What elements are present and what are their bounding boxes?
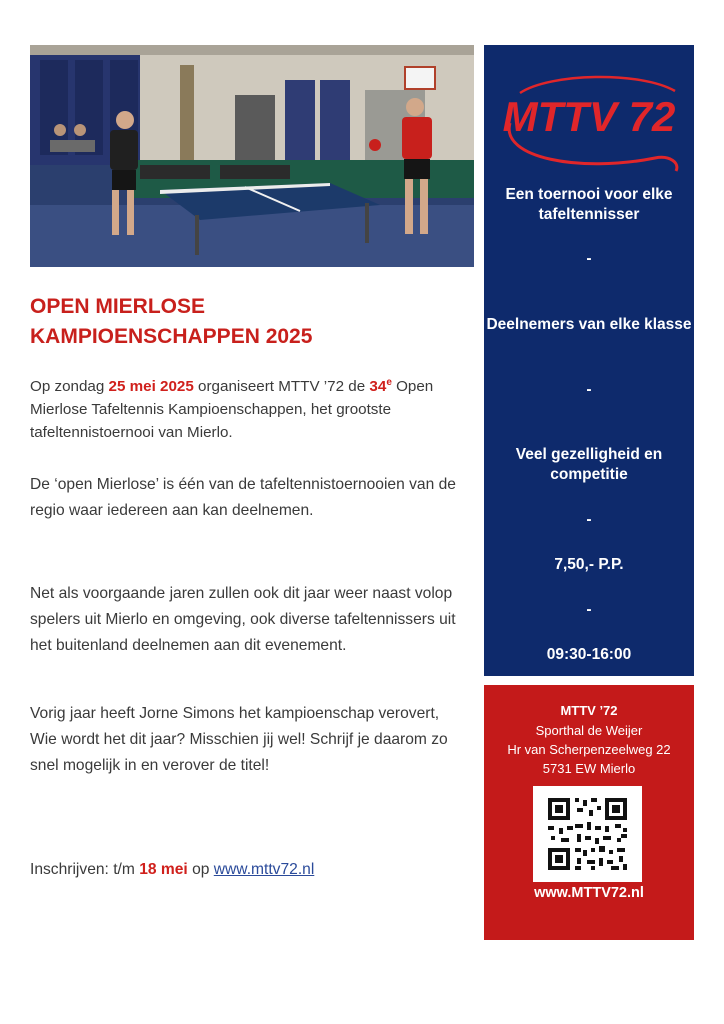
table-tennis-match-illustration [30, 45, 474, 267]
contact-website[interactable]: www.MTTV72.nl [534, 885, 644, 901]
logo-text: MTTV 72 [502, 93, 676, 140]
registration-deadline: 18 mei [139, 861, 188, 878]
sidebar-item-time: 09:30-16:00 [546, 646, 632, 663]
sidebar-separator: - [586, 601, 592, 618]
contact-box [484, 685, 694, 940]
edition-number: 34e [369, 376, 392, 395]
intro-middle: organiseert MTTV ’72 de [193, 378, 370, 395]
sidebar-separator: - [586, 511, 592, 528]
intro-before-date: Op zondag [30, 378, 109, 395]
qr-code-icon [533, 786, 642, 882]
sidebar-item-participants: Deelnemers van elke klasse [486, 316, 692, 333]
title-line-1: OPEN MIERLOSE [30, 295, 206, 318]
paragraph-open-mierlose: De ‘open Mierlose’ is één van de tafeltennistoernooien van de regio waar iedereen aan kan deelnemen. [30, 476, 456, 519]
contact-venue: Sporthal de Weijer [535, 723, 643, 738]
registration-link[interactable]: www.mttv72.nl [213, 861, 315, 878]
intro-paragraph [30, 375, 470, 444]
registration-line: Inschrijven: t/m 18 mei op www.mttv72.nl [30, 861, 315, 878]
sidebar-item-fun: Veel gezelligheid en competitie [515, 446, 663, 483]
sidebar-separator: - [586, 250, 592, 267]
mttv-logo [490, 63, 688, 175]
intro-after: Open Mierlose Tafeltennis Kampioenschappen, het grootste tafeltennistoernooi van Mierlo. [30, 378, 434, 441]
info-sidebar [484, 45, 694, 676]
page-title [30, 292, 470, 352]
event-date: 25 mei 2025 [108, 378, 194, 395]
paragraph-last-champion: Vorig jaar heeft Jorne Simons het kampioenschap verovert, Wie wordt het dit jaar? Misschien jij wel! Schrijf je daarom zo snel mogelijk in en verover de titel! [30, 705, 448, 774]
contact-city: 5731 EW Mierlo [542, 761, 636, 776]
paragraph-participants: Net als voorgaande jaren zullen ook dit jaar weer naast volop spelers uit Mierlo en omgeving, ook diverse tafeltennissers uit het buitenland deelnemen aan dit evenement. [30, 585, 456, 654]
hero-photo [30, 45, 474, 267]
qr-code[interactable] [533, 786, 642, 882]
contact-street: Hr van Scherpenzeelweg 22 [507, 742, 671, 757]
sidebar-item-tournament: Een toernooi voor elke tafeltennisser [505, 186, 673, 223]
title-line-2: KAMPIOENSCHAPPEN 2025 [30, 325, 313, 348]
sidebar-separator: - [586, 381, 592, 398]
contact-name: MTTV ’72 [560, 703, 618, 718]
sidebar-item-price: 7,50,- P.P. [554, 556, 624, 573]
